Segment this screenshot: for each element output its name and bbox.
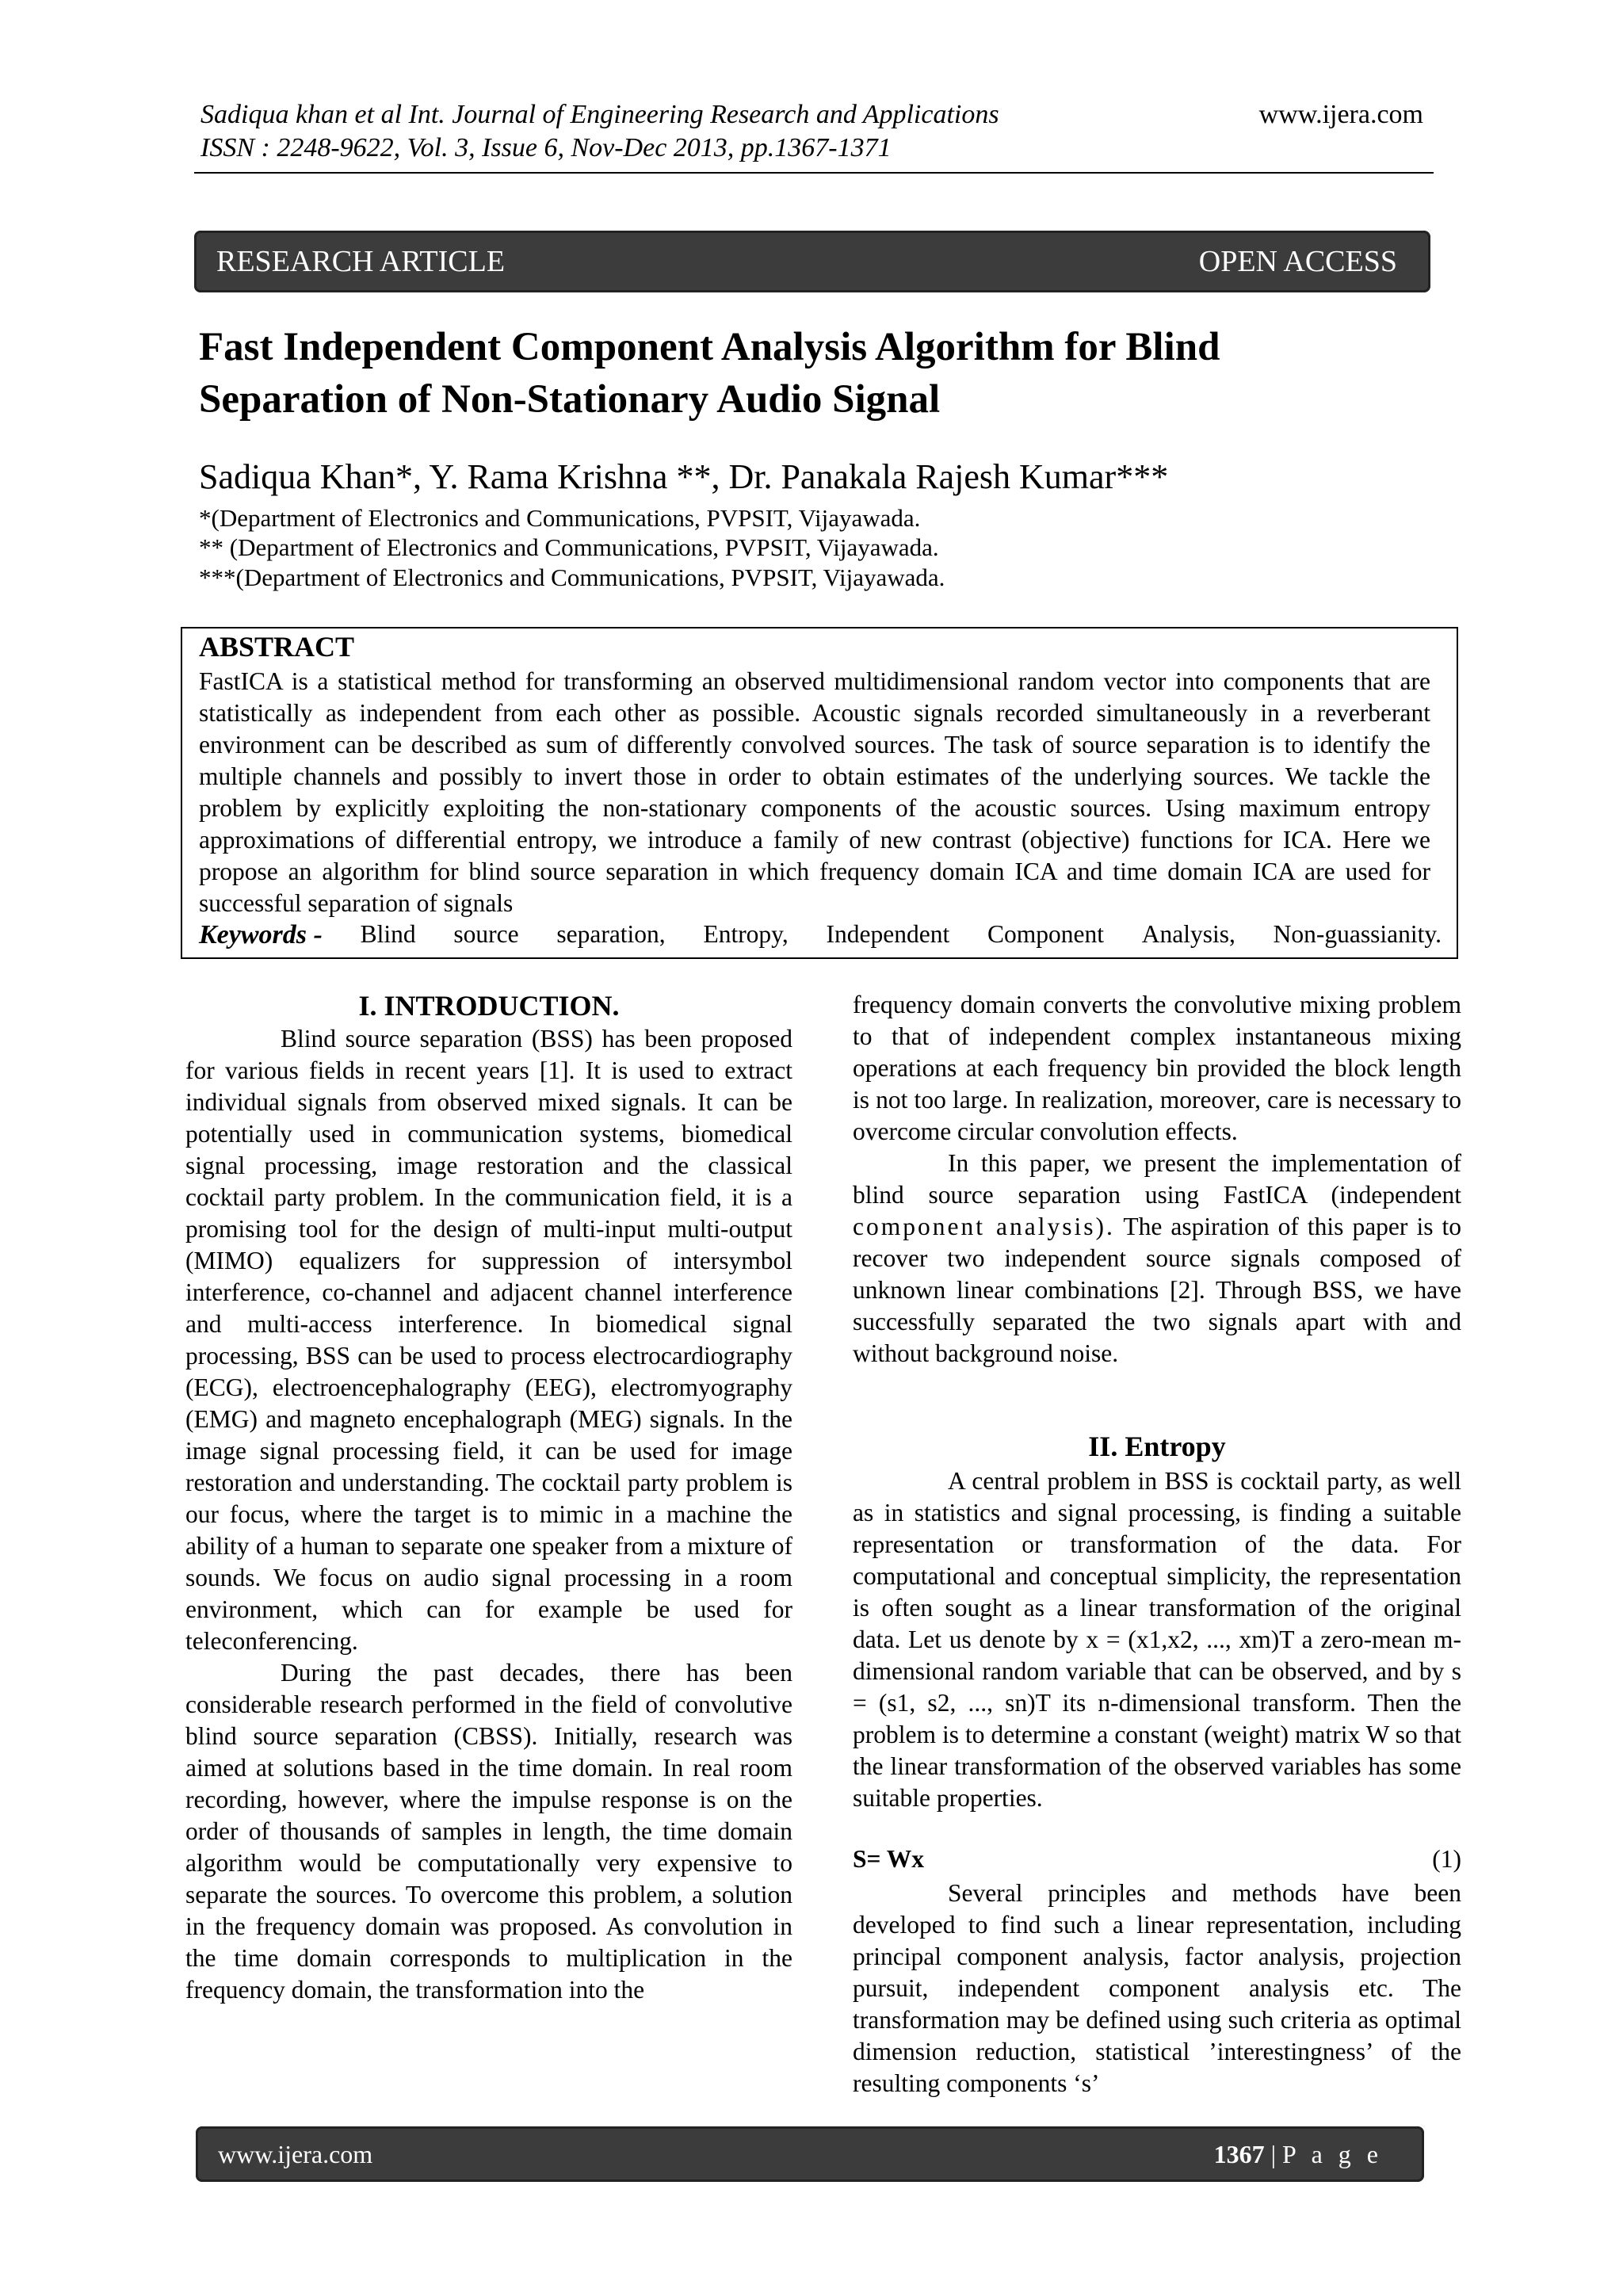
research-article-label: RESEARCH ARTICLE bbox=[216, 245, 506, 278]
issn-line: ISSN : 2248-9622, Vol. 3, Issue 6, Nov-Dec 2013, pp.1367-1371 bbox=[200, 133, 892, 162]
keywords-line bbox=[199, 920, 1442, 950]
footer-url-link[interactable]: www.ijera.com bbox=[218, 2139, 373, 2168]
keyword-word: Entropy, bbox=[703, 920, 789, 948]
entropy-heading: II. Entropy bbox=[1088, 1431, 1226, 1462]
intro-continuation bbox=[853, 989, 1461, 1370]
open-access-label: OPEN ACCESS bbox=[1198, 245, 1397, 278]
keywords-label: Keywords - bbox=[199, 920, 323, 949]
entropy-body bbox=[853, 1465, 1461, 1814]
intro-paragraph-4-part-c: The aspiration of this paper is to recover two independent source signals composed of unknown linear combinations [2]. Through BSS, we have successfully separated the two signals apart with and without background noise. bbox=[853, 1213, 1461, 1367]
page-indicator bbox=[1214, 2140, 1383, 2169]
affiliation-2: ** (Department of Electronics and Communications, PVPSIT, Vijayawada. bbox=[199, 533, 939, 561]
intro-paragraph-4-part-a: In this paper, we present the implementation of blind source separation using FastICA (independent bbox=[853, 1149, 1461, 1209]
entropy-body-continued bbox=[853, 1878, 1461, 2099]
footer-banner bbox=[196, 2126, 1424, 2182]
header-rule bbox=[194, 172, 1434, 174]
author-list: Sadiqua Khan*, Y. Rama Krishna **, Dr. Panakala Rajesh Kumar*** bbox=[199, 457, 1169, 496]
keyword-word: source bbox=[453, 920, 519, 948]
title-line-1: Fast Independent Component Analysis Algorithm for Blind bbox=[199, 325, 1220, 369]
article-type-banner bbox=[194, 231, 1430, 292]
paper-title bbox=[199, 321, 1435, 426]
intro-paragraph-3: frequency domain converts the convolutive mixing problem to that of independent complex instantaneous mixing operations at each frequency bin provided the block length is not too large. In realization, moreover, care is necessary to overcome circular convolution effects. bbox=[853, 991, 1461, 1145]
header-url-link[interactable]: www.ijera.com bbox=[1258, 100, 1423, 129]
keyword-word: Blind bbox=[360, 920, 416, 948]
entropy-paragraph-1: A central problem in BSS is cocktail party, as well as in statistics and signal processing, is finding a suitable representation or transformation of the data. For computational and conceptual simplicity, the representation is often sought as a linear transformation of the original data. Let us denote by x = (x1,x2, ..., xm)T a zero-mean m-dimensional random variable that can be observed, and by s = (s1, s2, ..., sn)T its n-dimensional transform. Then the problem is to determine a constant (weight) matrix W so that the linear transformation of the observed variables has some suitable properties. bbox=[853, 1467, 1461, 1812]
abstract-text: FastICA is a statistical method for transforming an observed multidimensional random vector into components that are statistically as independent from each other as possible. Acoustic signals recorded simultaneously in a reverberant environment can be described as sum of differently convolved sources. The task of source separation is to identify the multiple channels and possibly to invert those in order to obtain estimates of the underlying sources. We tackle the problem by explicitly exploiting the non-stationary components of the acoustic sources. Using maximum entropy approximations of differential entropy, we introduce a family of new contrast (objective) functions for ICA. Here we propose an algorithm for blind source separation in which frequency domain ICA and time domain ICA are used for successful separation of signals bbox=[199, 667, 1430, 917]
affiliation-1: *(Department of Electronics and Communications, PVPSIT, Vijayawada. bbox=[199, 504, 921, 532]
page-separator: | bbox=[1270, 2139, 1276, 2168]
introduction-body bbox=[185, 1023, 792, 2006]
intro-paragraph-2: During the past decades, there has been considerable research performed in the field of convolutive blind source separation (CBSS). Initially, research was aimed at solutions based in the time domain. In real room recording, however, where the impulse response is on the order of thousands of samples in length, the time domain algorithm would be computationally very expensive to separate the sources. To overcome this problem, a solution in the frequency domain was proposed. As convolution in the time domain corresponds to multiplication in the frequency domain, the transformation into the bbox=[185, 1659, 792, 2004]
journal-citation: Sadiqua khan et al Int. Journal of Engineering Research and Applications bbox=[200, 100, 999, 129]
keyword-word: Non-guassianity. bbox=[1273, 920, 1442, 948]
keyword-word: Analysis, bbox=[1141, 920, 1235, 948]
entropy-paragraph-2: Several principles and methods have been developed to find such a linear representation, including principal component analysis, factor analysis, projection pursuit, independent component analysis etc. The transformation may be defined using such criteria as optimal dimension reduction, statistical ’interestingness’ of the resulting components ‘s’ bbox=[853, 1879, 1461, 2097]
equation: S= Wx bbox=[853, 1845, 925, 1873]
equation-row bbox=[853, 1845, 1461, 1874]
intro-paragraph-4-part-b: component analysis). bbox=[853, 1213, 1115, 1240]
page-number: 1367 bbox=[1213, 2139, 1265, 2168]
page-label: P a g e bbox=[1281, 2139, 1383, 2168]
abstract-heading: ABSTRACT bbox=[199, 631, 355, 663]
affiliation-3: ***(Department of Electronics and Communications, PVPSIT, Vijayawada. bbox=[199, 563, 945, 591]
intro-paragraph-1: Blind source separation (BSS) has been proposed for various fields in recent years [1]. It is used to extract individual signals from observed mixed signals. It can be potentially used in communication systems, biomedical signal processing, image restoration and the classical cocktail party problem. In the communication field, it is a promising tool for the design of multi-input multi-output (MIMO) equalizers for suppression of intersymbol interference, co-channel and adjacent channel interference and multi-access interference. In biomedical signal processing, BSS can be used to process electrocardiography (ECG), electroencephalography (EEG), electromyography (EMG) and magneto encephalograph (MEG) signals. In the image signal processing field, it can be used for image restoration and understanding. The cocktail party problem is our focus, where the target is to mimic in a machine the ability of a human to separate one speaker from a mixture of sounds. We focus on audio signal processing in a room environment, which can for example be used for teleconferencing. bbox=[185, 1025, 792, 1655]
keyword-word: separation, bbox=[556, 920, 666, 948]
keyword-word: Component bbox=[987, 920, 1104, 948]
keyword-word: Independent bbox=[826, 920, 950, 948]
title-line-2: Separation of Non-Stationary Audio Signal bbox=[199, 377, 941, 422]
introduction-heading: I. INTRODUCTION. bbox=[358, 990, 620, 1022]
intro-paragraph-4 bbox=[853, 1148, 1461, 1370]
equation-number: (1) bbox=[1432, 1845, 1461, 1873]
